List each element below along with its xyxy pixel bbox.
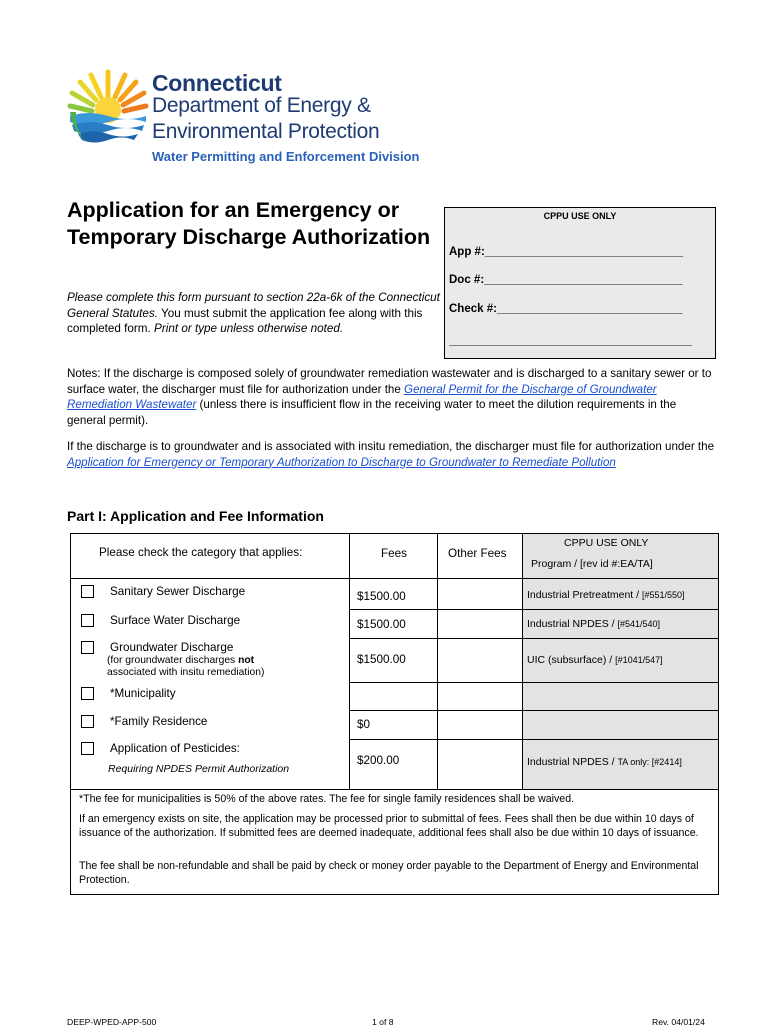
row-fee: $0 (357, 718, 371, 731)
cppu-program: UIC (subsurface) / (527, 654, 616, 666)
checkbox-icon[interactable] (81, 742, 94, 755)
revision-date: Rev. 04/01/24 (652, 1017, 705, 1027)
row-label: *Family Residence (110, 715, 208, 728)
category-header: Please check the category that applies: (99, 546, 303, 559)
fees-header: Fees (381, 547, 407, 560)
cppu-heading: CPPU USE ONLY (543, 211, 617, 221)
row-note (107, 655, 337, 679)
cppu-col-title: CPPU USE ONLY (564, 537, 649, 549)
row-label: Surface Water Discharge (110, 614, 241, 627)
row-cppu (527, 756, 682, 768)
cppu-program: Industrial Pretreatment / (527, 589, 642, 601)
form-id: DEEP-WPED-APP-500 (67, 1017, 157, 1027)
notes-p2-text: If the discharge is to groundwater and is associated with insitu remediation, the discharger must file for authorization under the (67, 440, 715, 453)
checkbox-icon[interactable] (81, 715, 94, 728)
footnote-emergency: If an emergency exists on site, the application may be processed prior to submittal of fees. Fees shall then be due within 10 days of issuance of the authorization. If submitted fees are deemed inadequate, additional fees shall also be due within 10 days of issuance. (79, 813, 699, 839)
checkbox-icon[interactable] (81, 614, 94, 627)
page-number: 1 of 8 (372, 1017, 394, 1027)
row-fee: $200.00 (357, 754, 400, 767)
intro-print: Print or type unless otherwise noted. (154, 322, 344, 335)
intro-statute: Please complete this form pursuant to section 22a-6k of the Connecticut General Statutes. (67, 291, 440, 320)
cppu-code: TA only: [#2414] (617, 757, 682, 767)
fee-table (70, 533, 719, 895)
row-note-text: (for groundwater discharges (107, 655, 239, 666)
intro-fee: You must submit the application fee along with this completed form. (67, 306, 423, 335)
row-fee: $1500.00 (357, 653, 406, 666)
other-fees-header: Other Fees (448, 547, 507, 560)
part1-heading: Part I: Application and Fee Information (67, 508, 324, 524)
notes-p1-text: Notes: If the discharge is composed solely of groundwater remediation wastewater and is discharged to a sanitary sewer or to surface water, the discharger must file for authorization under the (67, 367, 712, 396)
cppu-code: [#541/540] (617, 619, 660, 629)
cppu-check-field[interactable]: Check #:_____________________________ (449, 303, 683, 315)
cppu-doc-field[interactable]: Doc #:_______________________________ (449, 274, 683, 286)
row-note-bold: not (238, 655, 255, 666)
row-label: *Municipality (110, 687, 176, 700)
cppu-blank-field[interactable]: ______________________________________ (449, 335, 693, 347)
checkbox-icon[interactable] (81, 641, 94, 654)
intro-text (67, 290, 445, 337)
row-fee: $1500.00 (357, 590, 406, 603)
notes-p1-text-end: (unless there is insufficient flow in the receiving water to meet the dilution requirements in the general permit). (67, 398, 677, 427)
org-name-line3: Environmental Protection (152, 120, 380, 143)
cppu-col-subtitle: Program / [rev id #:EA/TA] (531, 558, 653, 570)
division-name: Water Permitting and Enforcement Division (152, 149, 420, 164)
row-fee: $1500.00 (357, 618, 406, 631)
footnote-refund: The fee shall be non-refundable and shall be paid by check or money order payable to the Department of Energy and Environmental Protection. (79, 860, 699, 886)
row-cppu (527, 589, 685, 601)
row-label: Application of Pesticides: (110, 742, 240, 755)
row-note-text-2: associated with insitu remediation) (107, 667, 265, 678)
row-note: Requiring NPDES Permit Authorization (108, 763, 290, 775)
cppu-code: [#551/550] (641, 590, 685, 600)
cppu-use-box (444, 207, 716, 359)
page-title: Application for an Emergency or Temporary Discharge Authorization (67, 198, 431, 249)
org-name-line1: Connecticut (152, 70, 282, 96)
footnote-municipality: *The fee for municipalities is 50% of the above rates. The fee for single family residences shall be waived. (79, 793, 575, 805)
row-cppu (527, 618, 660, 630)
row-cppu (527, 654, 663, 666)
notes-paragraph-2 (67, 439, 717, 470)
row-label: Groundwater Discharge (110, 641, 234, 654)
org-name-line2: Department of Energy & (152, 94, 371, 117)
notes-paragraph-1 (67, 366, 717, 428)
checkbox-icon[interactable] (81, 585, 94, 598)
general-permit-link[interactable]: General Permit for the Discharge of Groundwater Remediation Wastewater (67, 382, 657, 411)
row-label: Sanitary Sewer Discharge (110, 585, 246, 598)
checkbox-icon[interactable] (81, 687, 94, 700)
groundwater-application-link[interactable]: Application for Emergency or Temporary Authorization to Discharge to Groundwater to Remediate Pollution (67, 455, 616, 469)
cppu-program: Industrial NPDES / (527, 618, 618, 630)
ct-deep-logo-icon (67, 66, 149, 148)
cppu-code: [#1041/547] (615, 655, 663, 665)
cppu-program: Industrial NPDES / (527, 756, 618, 768)
cppu-app-field[interactable]: App #:_______________________________ (449, 246, 684, 258)
